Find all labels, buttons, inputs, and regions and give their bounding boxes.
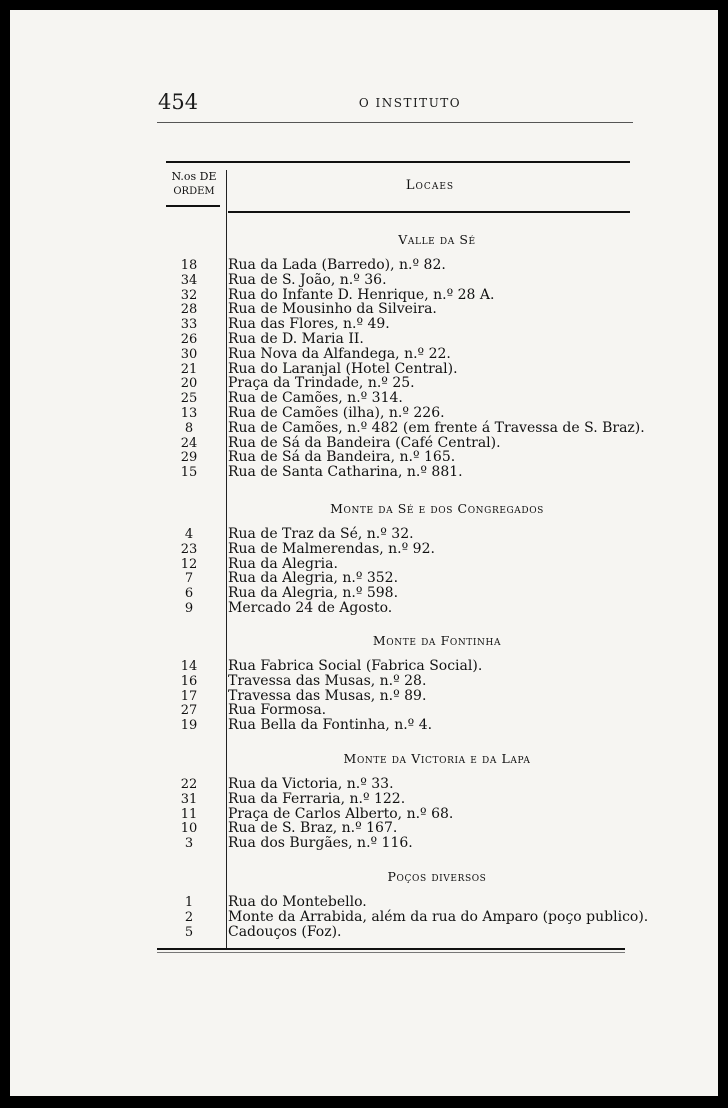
- order-number: 14: [180, 659, 198, 674]
- location-text: Rua de S. João, n.º 36.: [228, 271, 387, 288]
- table-row: [160, 406, 680, 421]
- location-text: Monte da Arrabida, além da rua do Amparo (poço publico).: [228, 908, 649, 925]
- table-row: [160, 362, 680, 377]
- table-row: [160, 792, 680, 807]
- order-number: 31: [180, 791, 198, 807]
- header-rule: [157, 122, 633, 123]
- location-text: Mercado 24 de Agosto.: [228, 600, 393, 616]
- location-text: Rua de Sá da Bandeira (Café Central).: [228, 434, 501, 451]
- section-title: Monte da Fontinha: [372, 633, 502, 648]
- table-row: [160, 273, 680, 288]
- location-text: Rua de Santa Catharina, n.º 881.: [228, 464, 463, 481]
- order-number: 24: [180, 435, 198, 451]
- order-number: 19: [180, 718, 198, 734]
- order-number: 10: [180, 821, 198, 837]
- location-text: Rua de Sá da Bandeira, n.º 165.: [228, 449, 456, 466]
- location-text: Rua da Alegria, n.º 598.: [228, 585, 399, 602]
- location-text: Rua do Montebello.: [228, 894, 367, 910]
- order-number: 18: [180, 258, 198, 273]
- order-number: 21: [180, 361, 198, 377]
- table-row: [160, 288, 680, 303]
- location-text: Rua da Victoria, n.º 33.: [228, 776, 394, 792]
- location-text: Rua Formosa.: [228, 702, 327, 719]
- table-row: [160, 910, 680, 925]
- table-row: [160, 703, 680, 718]
- table-row: [160, 332, 680, 347]
- order-number: 15: [180, 465, 198, 481]
- running-header: [10, 90, 718, 120]
- order-number: 4: [184, 527, 194, 542]
- number-column-header-line1: N.os DE: [171, 170, 217, 183]
- location-text: Travessa das Musas, n.º 28.: [228, 672, 427, 689]
- location-column-header: Locaes: [405, 178, 455, 193]
- order-number: 5: [184, 924, 194, 940]
- table-row: [160, 376, 680, 391]
- order-number: 9: [184, 601, 194, 616]
- location-text: Rua dos Burgães, n.º 116.: [228, 835, 413, 852]
- order-number: 20: [180, 376, 198, 392]
- location-text: Rua de S. Braz, n.º 167.: [228, 820, 398, 837]
- location-text: Rua da Alegria.: [228, 555, 338, 572]
- table-row: [160, 689, 680, 704]
- location-text: Rua Fabrica Social (Fabrica Social).: [228, 658, 483, 674]
- location-text: Rua da Lada (Barredo), n.º 82.: [228, 257, 446, 273]
- number-column-header-line2: ORDEM: [173, 186, 215, 197]
- number-column-header: [165, 169, 223, 199]
- order-number: 30: [180, 346, 198, 362]
- location-col-bottom-rule: [228, 211, 630, 213]
- table-row: [160, 659, 680, 674]
- location-text: Rua Bella da Fontinha, n.º 4.: [228, 717, 433, 734]
- table-bottom-rule: [157, 948, 625, 950]
- location-text: Rua de Mousinho da Silveira.: [228, 301, 437, 318]
- location-text: Rua da Alegria, n.º 352.: [228, 570, 399, 587]
- table-row: [160, 258, 680, 273]
- table-row: [160, 718, 680, 733]
- table-row: [160, 347, 680, 362]
- order-number: 6: [184, 586, 194, 602]
- order-number: 7: [184, 571, 194, 587]
- number-col-bottom-rule: [166, 205, 220, 207]
- table-row: [160, 421, 680, 436]
- order-number: 12: [180, 556, 198, 572]
- table-row: [160, 542, 680, 557]
- location-text: Rua Nova da Alfandega, n.º 22.: [228, 345, 451, 362]
- table-row: [160, 601, 680, 616]
- order-number: 13: [180, 406, 198, 421]
- table-row: [160, 821, 680, 836]
- location-text: Rua da Ferraria, n.º 122.: [228, 790, 406, 807]
- location-text: Rua das Flores, n.º 49.: [228, 316, 390, 333]
- order-number: 3: [184, 836, 194, 852]
- running-title: O INSTITUTO: [358, 96, 462, 110]
- location-text: Rua do Infante D. Henrique, n.º 28 A.: [228, 286, 495, 303]
- location-text: Praça de Carlos Alberto, n.º 68.: [228, 805, 454, 822]
- section-title: Monte da Victoria e da Lapa: [343, 751, 531, 766]
- location-text: Rua de Traz da Sé, n.º 32.: [228, 526, 414, 542]
- order-number: 11: [180, 806, 198, 822]
- table-row: [160, 807, 680, 822]
- section-title: Monte da Sé e dos Congregados: [330, 501, 544, 516]
- section-title: Poços diversos: [387, 869, 487, 884]
- location-text: Praça da Trindade, n.º 25.: [228, 375, 415, 392]
- location-text: Rua de Camões, n.º 482 (em frente á Travessa de S. Braz).: [228, 419, 645, 436]
- order-number: 26: [180, 332, 198, 347]
- table-row: [160, 586, 680, 601]
- table-row: [160, 674, 680, 689]
- table-row: [160, 317, 680, 332]
- order-number: 25: [180, 391, 198, 407]
- table-row: [160, 436, 680, 451]
- order-number: 1: [184, 895, 194, 910]
- order-number: 2: [184, 909, 194, 925]
- location-text: Rua de D. Maria II.: [228, 331, 364, 347]
- location-text: Cadouços (Foz).: [228, 923, 342, 940]
- table-row: [160, 302, 680, 317]
- table-row: [160, 557, 680, 572]
- book-page: [10, 10, 718, 1096]
- table-row: [160, 895, 680, 910]
- order-number: 22: [180, 777, 198, 792]
- location-text: Rua do Laranjal (Hotel Central).: [228, 360, 458, 377]
- table-row: [160, 925, 680, 940]
- order-number: 17: [180, 688, 198, 704]
- table-row: [160, 836, 680, 851]
- order-number: 8: [184, 420, 194, 436]
- table-bottom-rule-thin: [157, 952, 625, 953]
- order-number: 33: [180, 317, 198, 333]
- order-number: 16: [180, 673, 198, 689]
- table-row: [160, 571, 680, 586]
- order-number: 32: [180, 287, 198, 303]
- table-row: [160, 391, 680, 406]
- location-text: Rua de Camões (ilha), n.º 226.: [228, 405, 445, 421]
- order-number: 23: [180, 541, 198, 557]
- order-number: 28: [180, 302, 198, 318]
- order-number: 27: [180, 703, 198, 719]
- order-number: 34: [180, 272, 198, 288]
- location-text: Rua de Malmerendas, n.º 92.: [228, 540, 435, 557]
- table-row: [160, 465, 680, 480]
- table-row: [160, 527, 680, 542]
- table-row: [160, 777, 680, 792]
- order-number: 29: [180, 450, 198, 466]
- page-number: 454: [158, 90, 199, 114]
- location-text: Rua de Camões, n.º 314.: [228, 390, 403, 407]
- section-title: Valle da Sé: [398, 232, 476, 247]
- table-row: [160, 450, 680, 465]
- location-text: Travessa das Musas, n.º 89.: [228, 687, 427, 704]
- table-top-rule: [166, 161, 630, 163]
